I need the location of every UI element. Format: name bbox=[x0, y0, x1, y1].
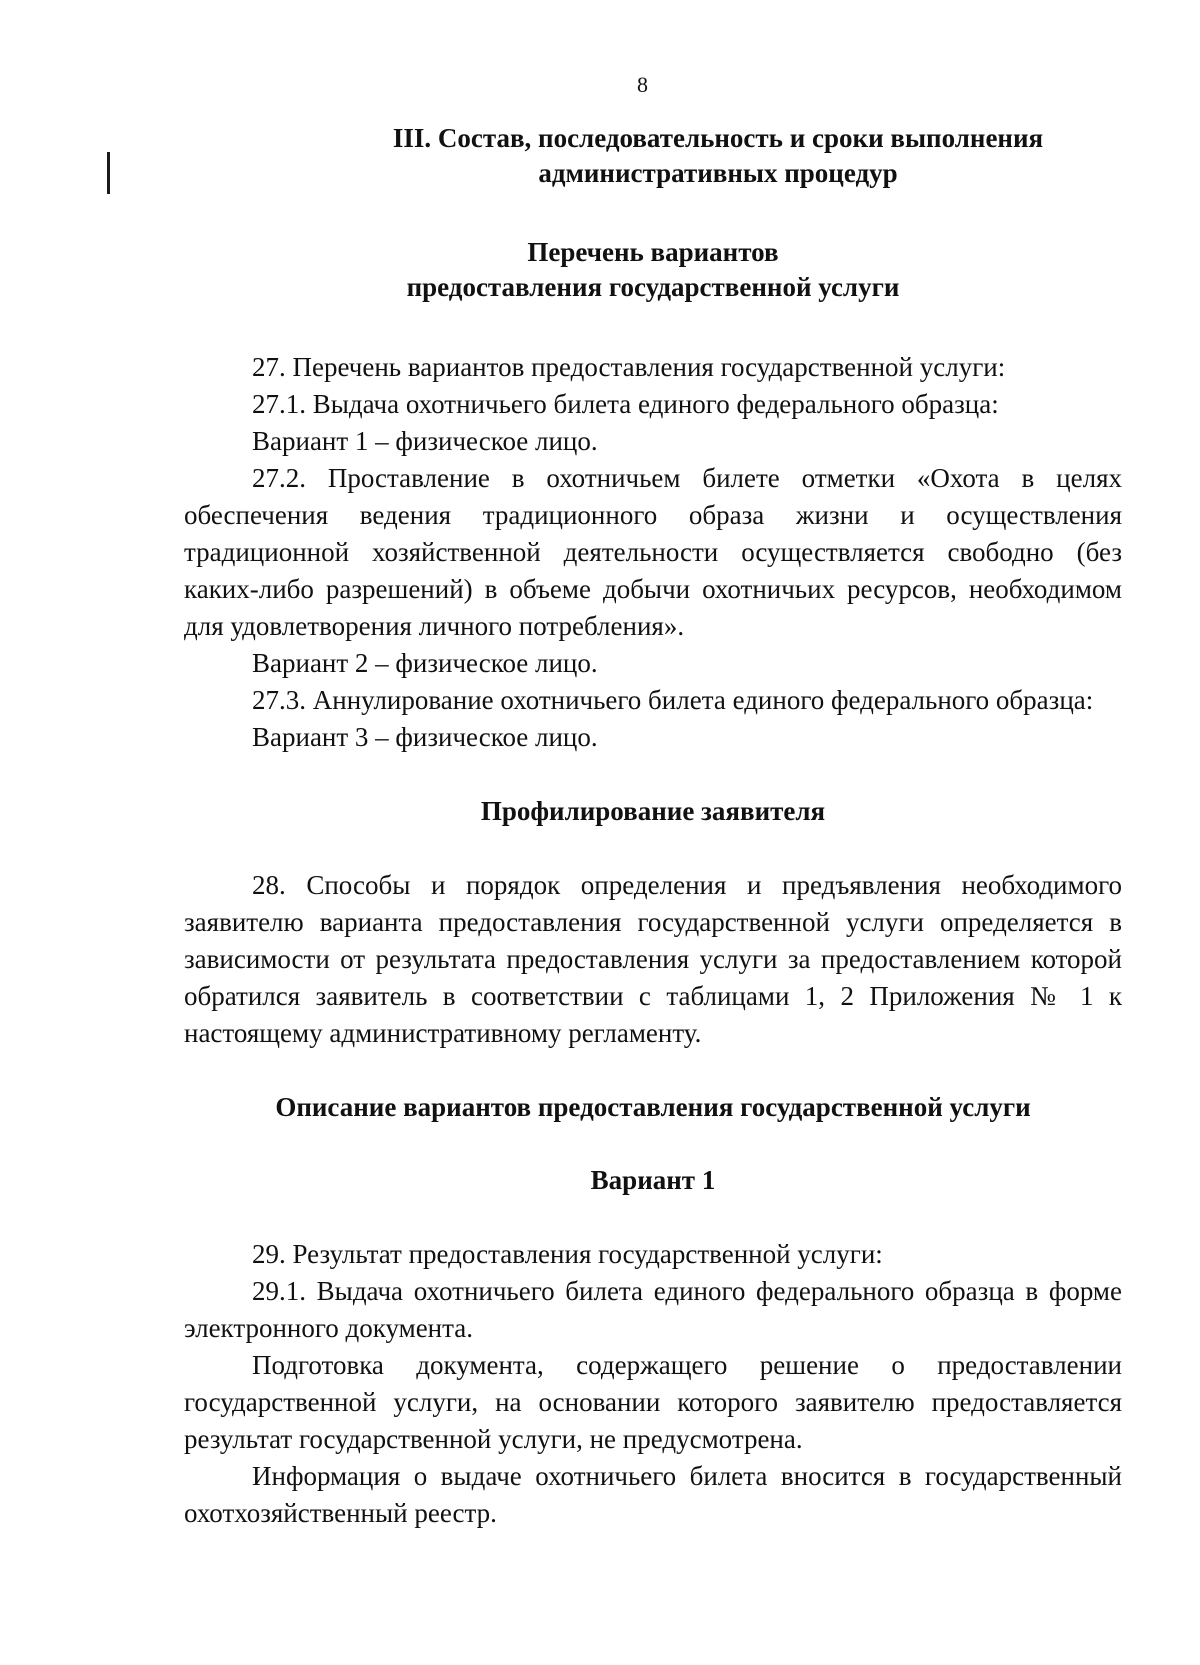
page-number: 8 bbox=[637, 72, 648, 97]
section-title-line2: административных процедур bbox=[538, 158, 898, 188]
variant-2-line: Вариант 2 – физическое лицо. bbox=[252, 648, 598, 678]
paragraph-27-2: 27.2. Проставление в охотничьем билете отметки «Охота в целях обеспечения ведения традиционного образа жизни и осуществления традиционной хозяйственной деятельности осуществляется свободно (без каких-либо разрешений) в объеме добычи охотничьих ресурсов, необходимом для удовлетворения личного потребления». bbox=[184, 463, 1122, 641]
variant-1-line: Вариант 1 – физическое лицо. bbox=[252, 426, 598, 456]
paragraph-registry-info: Информация о выдаче охотничьего билета вносится в государственный охотхозяйственный реестр. bbox=[184, 1461, 1122, 1528]
section-title bbox=[314, 121, 1122, 191]
profiling-heading: Профилирование заявителя bbox=[480, 796, 826, 826]
description-heading: Описание вариантов предоставления государственной услуги bbox=[275, 1092, 1031, 1122]
paragraph-29-1: 29.1. Выдача охотничьего билета единого федерального образца в форме электронного документа. bbox=[184, 1276, 1122, 1343]
paragraph-27-3: 27.3. Аннулирование охотничьего билета единого федерального образца: bbox=[252, 685, 1094, 715]
paragraph-27: 27. Перечень вариантов предоставления государственной услуги: bbox=[252, 352, 1006, 382]
paragraph-27-1: 27.1. Выдача охотничьего билета единого федерального образца: bbox=[252, 389, 999, 419]
paragraph-28: 28. Способы и порядок определения и предъявления необходимого заявителю варианта предоставления государственной услуги определяется в зависимости от результата предоставления услуги за предоставлением которой обратился заявитель в соответствии с таблицами 1, 2 Приложения № 1 к настоящему административному регламенту. bbox=[184, 870, 1122, 1048]
variant-3-line: Вариант 3 – физическое лицо. bbox=[252, 722, 598, 752]
variants-heading-line1: Перечень вариантов bbox=[527, 237, 779, 267]
margin-mark bbox=[107, 152, 110, 194]
paragraph-document-preparation: Подготовка документа, содержащего решение о предоставлении государственной услуги, на основании которого заявителю предоставляется результат государственной услуги, не предусмотрена. bbox=[184, 1350, 1122, 1454]
variants-heading-line2: предоставления государственной услуги bbox=[406, 272, 900, 302]
document-body bbox=[184, 121, 1122, 1532]
variant-1-heading: Вариант 1 bbox=[590, 1165, 716, 1195]
paragraph-29: 29. Результат предоставления государственной услуги: bbox=[252, 1239, 883, 1269]
section-title-line1: III. Состав, последовательность и сроки выполнения bbox=[392, 123, 1044, 153]
variants-list-heading bbox=[184, 235, 1122, 305]
